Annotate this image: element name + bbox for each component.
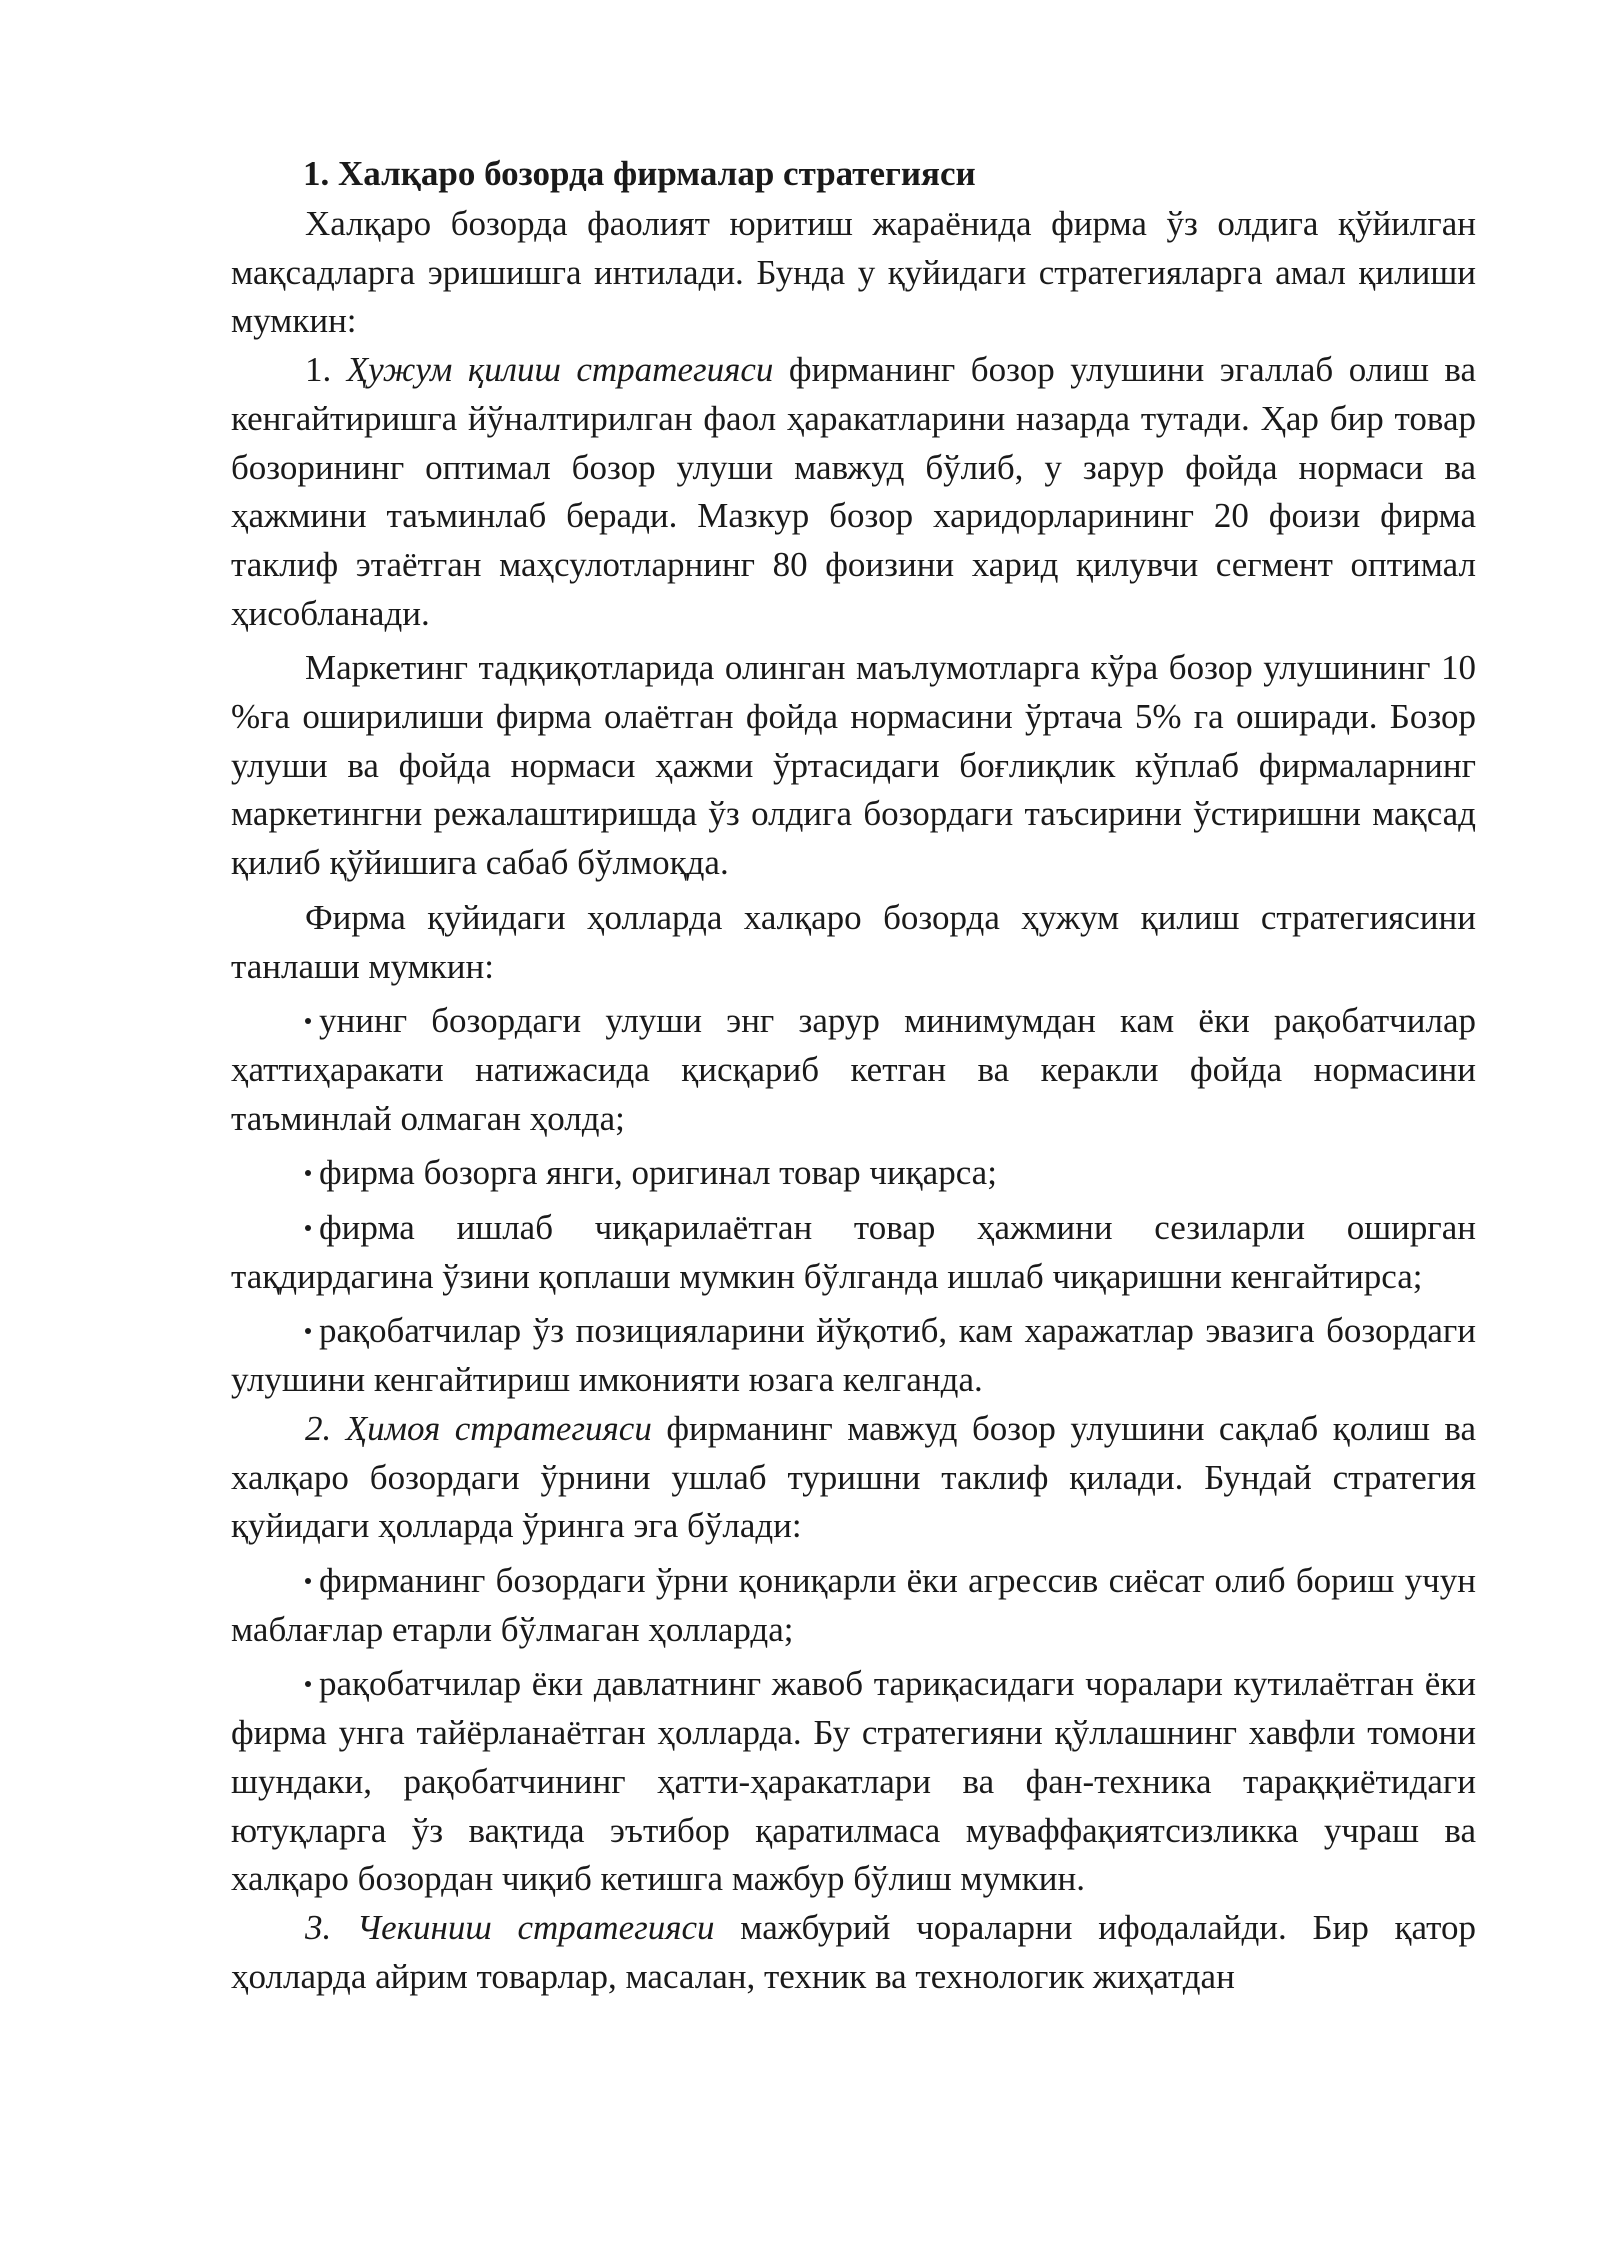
defense-strategy-paragraph [231, 1405, 1476, 1551]
section-title: 1. Халқаро бозорда фирмалар стратегияси [303, 154, 976, 193]
list-item-text: унинг бозордаги улуши энг зарур минимумдан кам ёки рақобатчилар ҳаттиҳаракати натижасида қисқариб кетган ва керакли фойда нормасини таъминлай олмаган ҳолда; [231, 1001, 1476, 1138]
list-item-text: рақобатчилар ёки давлатнинг жавоб тариқасидаги чоралари кутилаётган ёки фирма унга тайёрланаётган ҳолларда. Бу стратегияни қўллашнинг хавфли томони шундаки, рақобатчининг ҳатти-ҳаракатлари ва фан-техника тараққиётидаги ютуқларга ўз вақтида эътибор қаратилмаса муваффақиятсизликка учраш ва халқаро бозордан чиқиб кетишга мажбур бўлиш мумкин. [231, 1664, 1476, 1899]
document-page [231, 150, 1476, 2001]
defense-strategy-text: фирманинг мавжуд бозор улушини сақлаб қолиш ва халқаро бозордаги ўрнини ушлаб туришни таклиф қилади. Бундай стратегия қуйидаги ҳолларда ўринга эга бўлади: [231, 1408, 1477, 1546]
list-item-text: фирма бозорга янги, оригинал товар чиқарса; [319, 1153, 997, 1193]
bullet-icon [305, 1328, 311, 1334]
attack-strategy-paragraph [231, 346, 1476, 638]
list-item [231, 1149, 1476, 1198]
defense-strategy-term: 2. Ҳимоя стратегияси [305, 1408, 652, 1448]
attack-strategy-number: 1. [305, 350, 332, 390]
list-item [231, 1307, 1476, 1404]
bullet-icon [305, 1225, 311, 1231]
bullet-icon [305, 1578, 311, 1584]
bullet-icon [305, 1018, 311, 1024]
marketing-paragraph: Маркетинг тадқиқотларида олинган маълумотларга кўра бозор улушининг 10 %га оширилиши фирма олаётган фойда нормасини ўртача 5% га оширади. Бозор улуши ва фойда нормаси ҳажми ўртасидаги боғлиқлик кўплаб фирмаларнинг маркетингни режалаштиришда ўз олдига бозордаги таъсирини ўстиришни мақсад қилиб қўйишига сабаб бўлмоқда. [231, 648, 1476, 883]
list-item [231, 1660, 1476, 1904]
intro-paragraph: Халқаро бозорда фаолият юритиш жараёнида фирма ўз олдига қўйилган мақсадларга эришишга интилади. Бунда у қуйидаги стратегияларга амал қилиши мумкин: [231, 204, 1476, 341]
list-item-text: рақобатчилар ўз позицияларини йўқотиб, кам харажатлар эвазига бозордаги улушини кенгайтириш имконияти юзага келганда. [231, 1311, 1476, 1400]
retreat-strategy-term: 3. Чекиниш стратегияси [305, 1907, 715, 1947]
cases-paragraph: Фирма қуйидаги ҳолларда халқаро бозорда ҳужум қилиш стратегиясини танлаши мумкин: [231, 897, 1476, 986]
list-item [231, 997, 1476, 1143]
attack-strategy-text: фирманинг бозор улушини эгаллаб олиш ва кенгайтиришга йўналтирилган фаол ҳаракатларини назарда тутади. Ҳар бир товар бозорининг оптимал бозор улуши мавжуд бўлиб, у зарур фойда нормаси ва ҳажмини таъминлаб беради. Мазкур бозор харидорларининг 20 фоизи фирма таклиф этаётган маҳсулотларнинг 80 фоизини харид қилувчи сегмент оптимал ҳисобланади. [231, 350, 1476, 633]
bullet-icon [305, 1681, 311, 1687]
list-item-text: фирманинг бозордаги ўрни қониқарли ёки агрессив сиёсат олиб бориш учун маблағлар етарли бўлмаган ҳолларда; [231, 1560, 1476, 1649]
retreat-strategy-text: мажбурий чораларни ифодалайди. Бир қатор ҳолларда айрим товарлар, масалан, техник ва технологик жиҳатдан [231, 1907, 1477, 1996]
retreat-strategy-paragraph [231, 1904, 1476, 2001]
list-item [231, 1204, 1476, 1301]
bullet-icon [305, 1170, 311, 1176]
list-item-text: фирма ишлаб чиқарилаётган товар ҳажмини сезиларли оширган тақдирдагина ўзини қоплаши мумкин бўлганда ишлаб чиқаришни кенгайтирса; [231, 1208, 1476, 1296]
attack-strategy-term: Ҳужум қилиш стратегияси [346, 350, 774, 390]
list-item [231, 1557, 1476, 1654]
